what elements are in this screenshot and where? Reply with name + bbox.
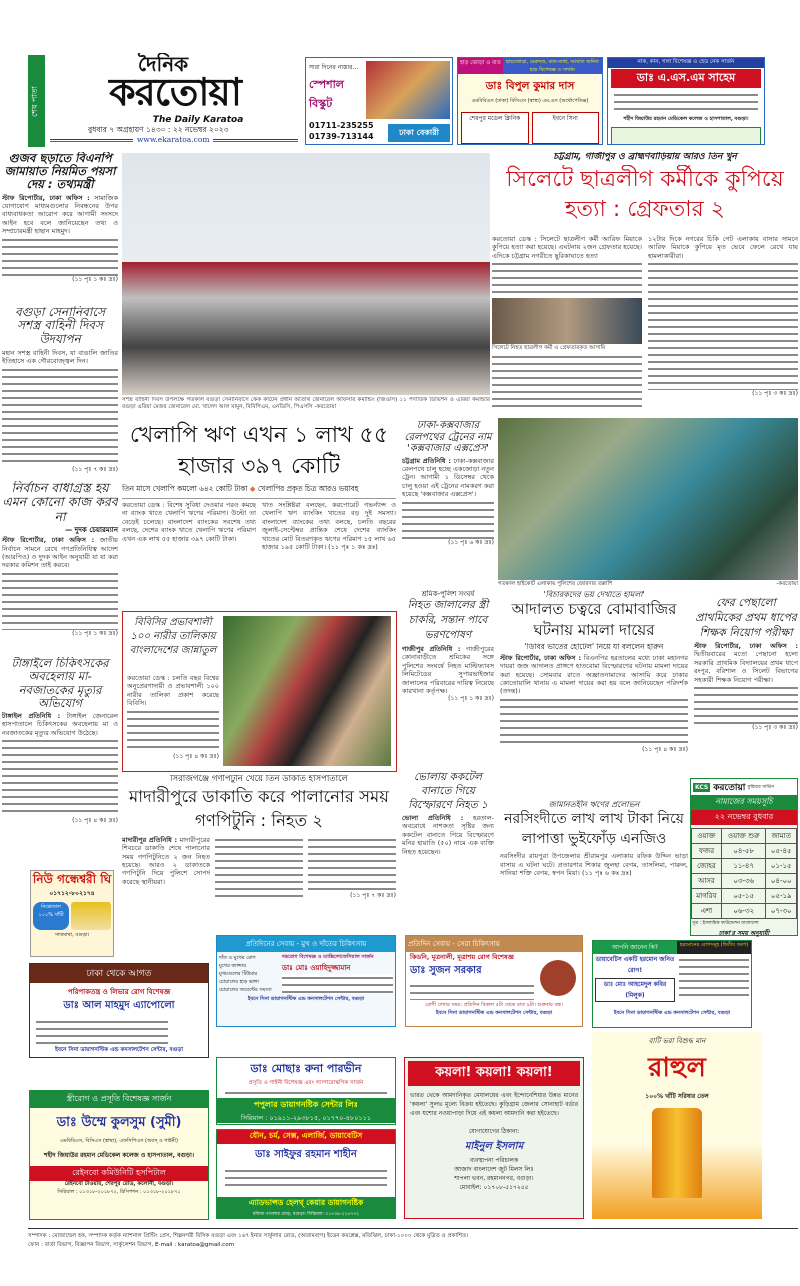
- contact-label: যোগাযোগের ঠিকানা:: [468, 1128, 520, 1135]
- doctor-name: ডাঃ সাইফুর রহমান শাহীন: [255, 1149, 357, 1160]
- address: শাপলা ভবন, রহমাননগর, বগুড়া।: [454, 1175, 534, 1182]
- ghee-jar-image: [71, 902, 111, 930]
- biscuit-ad: [305, 57, 453, 145]
- subheadline: তিন মাসে খেলাপি কমলো ৬৪২ কোটি টাকা ◆ খেলাপির প্রকৃত চিত্র আরও ভয়াবহ: [122, 482, 396, 499]
- website-link[interactable]: www.ekaratoa.com: [133, 135, 213, 144]
- doctor-name: ডাঃ উম্মে কুলসুম (সুমী): [56, 1115, 182, 1130]
- clinic: শেরপুর মডেল ক্লিনিক: [461, 112, 529, 144]
- story-text: (১১ পৃঃ ৭ কঃ দ্রঃ): [308, 836, 396, 902]
- hours: রোগী দেখার সময়: প্রতিদিন বিকাল ৫টা থেকে রাত ৯টা। শুক্রবার বন্ধ।: [425, 1002, 563, 1008]
- kicker: সিরাজগঞ্জে গণপিটুনি খেয়ে তিন ডাকাত হাসপাতালে: [170, 775, 348, 784]
- tagline: বাটি ভরা বিশুদ্ধ মান: [648, 1037, 706, 1045]
- prayer-date: ২২ নভেম্বর বুধবার: [691, 810, 797, 825]
- kidney-icon: [540, 960, 576, 996]
- contact-name: মাইনুল ইসলাম: [464, 1141, 524, 1152]
- table-row: মাগরিব ০৫-১৫ ০৫-১৯: [692, 889, 797, 904]
- list-item: চোয়ালের জয়েন্টের সমস্যা: [219, 987, 272, 993]
- phone: সিরিয়াল : ০১৯১১-২৯৩৮১৫, ০১৭৭০-৪৮০১১১: [217, 1113, 395, 1123]
- police-checkpoint-photo: [498, 418, 798, 580]
- headline: গুজব ছড়াতে বিএনপি জামায়াত নিয়মিত পয়সা দেয় : তথ্যমন্ত্রী: [4, 152, 116, 192]
- runa-parvin-ad: [216, 1057, 396, 1125]
- specialty: হাড়জোড়া, মেরুদণ্ড, বাত-ব্যথা, আঘাত জনিত হাড় বিশেষজ্ঞ ও সার্জন: [503, 58, 602, 74]
- ortho-doctor-ad: [457, 57, 603, 145]
- prayer-note: ঢাকা'র সময় অনুযায়ী: [718, 930, 770, 937]
- shahin-ad: [216, 1129, 396, 1219]
- banner: স্ত্রীরোগ ও প্রসূতি বিশেষজ্ঞ সার্জন: [30, 1091, 208, 1108]
- story-text: মহান সশস্ত্র বাহিনী দিবস, যা বাঙালি জাতির ইতিহাসে এক গৌরবোজ্জ্বল দিন। (১১ পৃঃ ৭ কঃ দ্রঃ): [2, 349, 118, 473]
- imprint-line: সম্পাদক : মোজাম্মেল হক, সম্পাদক কর্তৃক ন্যাশনাল প্রিন্টিং প্রেস, শিল্পনগরী বিসিক বগুড়া এবং ১৬৭ ইনার সার্কুলার রোড, (আরামবাগ) ইডেন কমপ্লেক্স, মতিঝিল, ঢাকা-১০০০ থেকে মুদ্রিত ও প্রকাশিত।: [28, 1233, 469, 1239]
- list-item: দাঁত ও মুখের রোগ: [219, 955, 256, 961]
- oil-bottle-image: [652, 1108, 702, 1198]
- masthead: [28, 55, 300, 147]
- logo-top: দৈনিক: [137, 53, 189, 76]
- center: ইবনে সিনা ডায়াগনস্টিক এন্ড কনসালটেশন সেন্টার, বগুড়া: [435, 1010, 553, 1016]
- story-text: নরসিংদীর রায়পুরা উপজেলার শ্রীরামপুর এলাকায় রফিক উদ্দিন ভাড়া বাসায় এ ঘটনা ঘটে। প্রতারণার শিকার জুলহা বেগম, তাসলিমা, পারুল, সানিয়া শক্তি বেগম, স্বপন মিয়া। (১১ পৃঃ ৬ কঃ দ্রঃ): [500, 852, 688, 877]
- doctor-name: ডাঃ মোঃ ওয়াহিদুজ্জামান: [282, 964, 351, 972]
- prayer-title: নামাজের সময়সূচি: [691, 795, 797, 810]
- specialty: নাক, কান, গলা বিশেষজ্ঞ ও হেড নেক সার্জন: [608, 58, 764, 68]
- cox-bazar-train-story: [402, 420, 494, 585]
- specialty: প্রসূতি ও গাইনী বিশেষজ্ঞ এবং ল্যাপারোস্কপিক সার্জন: [248, 1080, 364, 1086]
- story-text: স্টাফ রিপোর্টার, ঢাকা অফিস : দ্বিতীয়বারের মতো পেছানো হলো সরকারি প্রাথমিক বিদ্যালয়ের প্রথম ধাপে রংপুর, বরিশাল ও সিলেট বিভাগের সহকারী শিক্ষক নিয়োগ পরীক্ষা। (১১ পৃঃ ৩ কঃ দ্রঃ): [694, 642, 798, 732]
- specialty: পরিপাকতন্ত্র ও লিভার রোগ বিশেষজ্ঞ: [67, 988, 171, 996]
- headline: সিলেটে ছাত্রলীগ কর্মীকে কুপিয়ে হত্যা : গ্রেফতার ২: [506, 167, 784, 223]
- story-text: চট্টগ্রাম প্রতিনিধি : ঢাকা-কক্সবাজার রেলপথে চালু হচ্ছে একজোড়া নতুন ট্রেন। আগামী ১ ডিসেম্বর থেকে চালু হওয়া এই ট্রেনের নামকরণ করা হয়েছে 'কক্সবাজার এক্সপ্রেস'। (১১ পৃঃ ৬ কঃ দ্রঃ): [402, 456, 494, 546]
- courier-brand: করতোয়া: [713, 782, 746, 793]
- table-row: ফজর ০৪-৫৮ ০৫-৪৫: [692, 844, 797, 859]
- company: আজাদ বাংলাদেশ জুট মিলস লিঃ: [454, 1166, 534, 1173]
- title: কয়লা! কয়লা! কয়লা!: [408, 1061, 580, 1086]
- photographer-photo: [223, 616, 391, 766]
- lead-photo-armed-forces-day: [122, 153, 490, 395]
- lead-photo-caption: সশস্ত্র বাহিনী দিবস উপলক্ষে গতকাল বগুড়া সেনানিবাসে কেক কাটেন প্রধান অতিথি জেনারেল অফিসার কমান্ডিং (জিওসি) ১১ পদাতিক ডিভিশন ও এরিয়া কমান্ডার বগুড়া এরিয়া মেজর জেনারেল মো. খালেদ আল মামুন, বিবিপিএম, এনডিসি, পিএসসি -করতোয়া: [122, 397, 490, 410]
- story-text: ১২টার দিকে নগরের চিকি গেট এলাকায় বাসার সামনে আরিফ মিয়াকে কুপিয়ে মৃত ভেবে ফেলে রেখে যায় হামলাকারীরা। (১১ পৃঃ ৩ কঃ দ্রঃ): [648, 235, 798, 398]
- headline: নরসিংদীতে লাখ লাখ টাকা নিয়ে লাপাত্তা ভুইফোঁড় এনজিও: [504, 811, 684, 848]
- ad-tag: সারা দিনের নাস্তার...: [309, 64, 359, 71]
- kicker: শ্রমিক-পুলিশ সংঘর্ষ: [421, 590, 475, 598]
- headline: আদালত চত্বরে বোমাবাজির ঘটনায় মামলা দায়ের: [511, 600, 677, 640]
- main-story-bad-loans: [122, 420, 396, 605]
- worker-death-story: [402, 590, 494, 768]
- clinic: ইবনে সিনা: [532, 112, 600, 144]
- bhola-blast-story: [402, 770, 494, 870]
- doctor-name: ডাঃ বিপুল কুমার দাস: [485, 80, 575, 92]
- story-text: করতোয়া ডেস্ক : চলতি বছর বিশ্বের অনুপ্রেরণাদায়ী ও প্রভাবশালী ১০০ নারীর তালিকা প্রকাশ করেছে বিবিসি। (১১ পৃঃ ৪ কঃ দ্রঃ): [127, 674, 219, 760]
- bbc-100-women-box: [122, 611, 397, 772]
- kicker: জামানতহীন ঋণের প্রলোভন: [548, 800, 640, 809]
- list-item: চোয়ালের হাড় ভাঙ্গা: [219, 979, 259, 985]
- kicker: 'বিচারকদের ভয় দেখাতে হামলা': [543, 590, 645, 599]
- table-row: এশা ০৬-৩২ ০৭-৩০: [692, 904, 797, 919]
- prayer-table: ওয়াক্ত ওয়াক্ত শুরু জামাত ফজর ০৪-৫৮ ০৫-৪৫ জোহর ১১-৪৭ ০১-১৫ আসর ০৩-৩৬ ০৪-০০ মাগরিব ০৫-১৫ ০৫-১৯ এশা ০৬-৩২ ০৭-৩০: [691, 828, 797, 919]
- center: ইবনে সিনা ডায়াগনস্টিক এন্ড কনসালটেশন সেন্টার, বগুড়া: [247, 996, 365, 1002]
- logo-english: The Daily Karatoa: [152, 115, 244, 125]
- degree: এমবিবিএস, বিসিএস (স্বাস্থ্য), এফসিপিএস (অবস্ ও গাইনী): [60, 1138, 178, 1144]
- table-row: জোহর ১১-৪৭ ০১-১৫: [692, 859, 797, 874]
- hospital: শহীদ জিয়াউর রহমান মেডিকেল কলেজ ও হাসপাতাল, বগুড়া।: [44, 1152, 194, 1159]
- degree: এমবিবিএস (ঢাকা) বিসিএস (স্বাস্থ্য) এম.এস (অর্থোপেডিক্স): [471, 98, 589, 104]
- product-name: স্পেশাল বিস্কুট: [309, 78, 344, 110]
- services-list: [219, 954, 279, 994]
- table-row: আসর ০৩-৩৬ ০৪-০০: [692, 874, 797, 889]
- story-text: গাজীপুর প্রতিনিধি : গাজীপুরের কোনাবাড়ীতে শ্রমিকের সঙ্গে পুলিশের সংঘর্ষে নিহত মাল্টিফ্যাবস লিমিটেডের সুপারভাইজার জালালের পরিবারের দায়িত্ব নিয়েছে কারখানা কর্তৃপক্ষ। (১১ পৃঃ ১ কঃ দ্রঃ): [402, 645, 494, 703]
- headline: ফের পেছালো প্রাথমিকের প্রথম ধাপের শিক্ষক নিয়োগ পরীক্ষা: [695, 596, 797, 639]
- description: ভারত থেকে আমদানিকৃত মেঘালয়ের এবং ইন্দোনেশিয়ার উন্নত মানের 'কয়লা' সুলভ মূল্যে বিক্রয় হইতেছে। কুড়িগ্রাম জেলার সোনাহাট বর্ডার এবং যশোর নওয়াপাড়া দিয়ে এই কয়লা আমদানি করা হইতেছে।: [410, 1092, 578, 1117]
- dental-ad: [216, 935, 396, 1027]
- doctor-name: ডাঃ আল মাহমুদ এ্যাপোলো: [63, 1000, 175, 1011]
- list-item: মুখমণ্ডলের টিউমার: [219, 971, 258, 977]
- subheadline: 'ডিবির ভাতের হোটেল' নিয়ে যা বললেন হারুন: [524, 643, 664, 652]
- headline: বিবিসির প্রভাবশালী ১০০ নারীর তালিকায় বাংলাদেশের জান্নাতুল: [129, 617, 217, 656]
- primary-exam-story: [694, 595, 798, 775]
- imprint-footer: [28, 1228, 798, 1250]
- hormone-ad: [592, 940, 752, 1028]
- headline: টাঙ্গাইলে চিকিৎসকের অবহেলায় মা-নবজাতকের মৃত্যুর অভিযোগ: [11, 657, 109, 710]
- list-item: মুখের ক্যান্সার: [219, 963, 246, 969]
- product-image: [366, 61, 450, 119]
- role: ব্যবস্থাপনা পরিচালক: [469, 1157, 519, 1164]
- kidney-doctor-ad: [405, 935, 583, 1027]
- banner: যৌন, চর্ম, সেক্স, এলার্জি, ডায়াবেটিস: [217, 1130, 395, 1144]
- hospital-banner: রেইনবো কমিউনিটি হসপিটাল: [30, 1166, 208, 1181]
- ghee-ad: [30, 870, 114, 957]
- phones: [309, 120, 374, 142]
- center: ইবনে সিনা ডায়াগনস্টিক এন্ড কনসালটেশন সেন্টার, বগুড়া: [55, 1047, 183, 1053]
- doctor-name: ডাঃ মোছাঃ রুনা পারভীন: [250, 1062, 362, 1075]
- phone-2: 01739-713144: [309, 132, 374, 141]
- prayer-times-box: [690, 778, 798, 936]
- madaripur-dacoit-story: [122, 775, 396, 925]
- ad-tag: হাড় জোড়া ও বাত: [458, 58, 503, 74]
- story-text: স্টাফ রিপোর্টার, ঢাকা অফিস : জাতীয় নির্বাচন সামনে রেখে গণপ্রতিনিধিত্ব আদেশ (আরপিও) ও দুদক আইন অনুযায়ী যা যা করা দরকার কমিশন তাই করবে। (১১ পৃঃ ১ কঃ দ্রঃ): [2, 536, 118, 637]
- banner: প্রতিদিন সেবায় - সেরা চিকিৎসায়: [406, 936, 582, 952]
- headline: বগুড়া সেনানিবাসে সশস্ত্র বাহিনী দিবস উদযাপন: [14, 305, 106, 347]
- courier-logo-icon: KCS: [695, 783, 709, 791]
- left-text: ডায়াবেটিস একটি হরমোন জনিত রোগ!: [595, 956, 675, 974]
- banner: ঢাকা থেকে আগত: [30, 964, 208, 983]
- story-text: খাত সংশ্লিষ্টরা বলছেন, করপোরেট গভর্ন্যান্স ও খেলাপি ঋণ ব্যাংকিং খাতের বড় দুই সমস্যা। বাংলাদেশ ব্যাংকের তথ্য বলছে, চলতি বছরের জুলাই-সেপ্টেম্বর প্রান্তিক শেষে দেশের ব্যাংকিং খাতের মোট বিতরণকৃত ঋণের পরিমাণ ১৫ লাখ ৬৫ হাজার ১৯৫ কোটি টাকা। (১১ পৃঃ ১ কঃ দ্রঃ): [262, 501, 396, 552]
- story-text: স্টাফ রিপোর্টার, ঢাকা অফিস : সামাজিক যোগাযোগ মাধ্যমগুলোর নিবন্ধনের উপর বাধ্যবাধকতা আরোপ করে আগামী সংসদে আইন হবে বলে জানিয়েছেন তথ্য ও সম্প্রচারমন্ত্রী হাছান মাহমুদ। (১১ পৃঃ ১ কঃ দ্রঃ): [2, 193, 118, 283]
- left-title: আপনি জানেন কি?: [593, 941, 677, 954]
- story-text: টাঙ্গাইল প্রতিনিধি : টাঙ্গাইল জেনারেল হাসপাতালে চিকিৎসকের অবহেলায় মা ও নবজাতকের মৃত্যুর অভিযোগ উঠেছে। (১১ পৃঃ ৪ কঃ দ্রঃ): [2, 712, 118, 825]
- date-line: বুধবার ৭ অগ্রহায়ণ ১৪৩০ : ২২ নভেম্বর ২০২৩: [88, 125, 229, 134]
- logo: করতোয়া: [109, 71, 241, 114]
- brand: ঢাকা বেকারী: [388, 124, 450, 142]
- specialty: কিডনি, মূত্রনালী, মূত্রাশয় রোগ বিশেষজ্ঞ: [410, 953, 514, 961]
- photo-caption: সিলেটে নিহত ছাত্রলীগ কর্মী ও গ্রেফতারকৃত আসামি: [492, 345, 606, 352]
- address: রেইনবো টাওয়ার, শেরপুর রোড, কলোনী, বগুড়া।: [64, 1181, 174, 1187]
- victim-photo: [492, 298, 642, 344]
- story-text: করতোয়া ডেস্ক : সিলেটে ছাত্রলীগ কর্মী আরিফ মিয়াকে কুপিয়ে হত্যা করা হয়েছে। এঘটনায় ২জন গ্রেফতার হয়েছে। এদিকে চট্টগ্রাম নগরীতে ছুরিকাঘাতে হত্যা সিলেটে নিহত ছাত্রলীগ কর্মী ও গ্রেফতারকৃত আসামি: [492, 235, 642, 411]
- story-text: করতোয়া ডেস্ক : বিশেষ সুবিধা দেওয়ার পরও কমছে না ব্যাংক খাতে খেলাপি ঋণের পরিমাণ। উল্টো তা বেড়েই চলেছে। বাংলাদেশ ব্যাংকের সবশেষ তথ্য বলছে, দেশের ব্যাংক খাতে খেলাপি ঋণের পরিমাণ এখন এক লাখ ৫৫ হাজার ৩৯৭ কোটি টাকা।: [122, 501, 256, 543]
- doctor-name: ডাঃ মোঃ আহমেদুল কবির (মিলুক): [595, 978, 675, 1002]
- coal-ad: [404, 1057, 584, 1219]
- kicker: চট্টগ্রাম, গাজীপুর ও ব্রাহ্মণবাড়িয়ায় আরও তিন খুন: [553, 152, 737, 162]
- headline: ঢাকা-কক্সবাজার রেলপথের ট্রেনের নাম 'কক্সবাজার এক্সপ্রেস': [404, 420, 492, 454]
- center: ইবনে সিনা ডায়াগনস্টিক এন্ড কনসালটেশন সেন্টার, বগুড়া: [613, 1010, 731, 1016]
- headline: নির্বাচন বাধাগ্রস্ত হয় এমন কোনো কাজ করব না: [2, 481, 118, 524]
- phone-1: 01711-235255: [309, 121, 374, 130]
- gynae-ad: [29, 1090, 209, 1220]
- headline: ভোলায় ককটেল বানাতে গিয়ে বিস্ফোরণে নিহত ১: [408, 771, 488, 811]
- headline: খেলাপি ঋণ এখন ১ লাখ ৫৫ হাজার ৩৯৭ কোটি: [129, 423, 389, 479]
- phone: সিরিয়াল : ০১৩১৮-২০১৮৭২, রিসিপশন : ০১৩১৮-২০১৮৭১: [57, 1189, 181, 1195]
- headline: মাদারীপুরে ডাকাতি করে পালানোর সময় গণপিটুনি : নিহত ২: [129, 786, 389, 830]
- brand: রাহুল: [648, 1053, 706, 1083]
- address: সাতমাথা, বগুড়া।: [54, 932, 90, 938]
- gastro-doctor-ad: [29, 963, 209, 1058]
- doctor-name: ডাঃ এ.এস.এম সাহেম: [611, 69, 761, 88]
- phone: মফিজ পাগলার মোড়, বগুড়া। সিরিয়াল: ০১৭৩৯-২২৫৭৭২: [217, 1211, 395, 1218]
- hospital: শহীদ জিয়াউর রহমান মেডিকেল কলেজ ও হাসপাতাল, বগুড়া।: [623, 116, 749, 122]
- contact-line: ফোন : বার্তা বিভাগ, বিজ্ঞাপন বিভাগ, সার্কুলেশন বিভাগ, E-mail : karatoa@gmail.com: [28, 1242, 235, 1248]
- ent-doctor-ad: [607, 57, 765, 145]
- banner: প্রতিদিনের সেবায় - মুখ ও দাঁতের চিকিৎসায়: [217, 936, 395, 952]
- narsingdi-ngo-story: [500, 800, 688, 928]
- story-text: মাদারীপুর প্রতিনিধি : মাদারীপুরের শিবচরে ডাকাতি শেষে পালানোর সময় গণপিটুনিতে ২ জন নিহত হয়েছে। আরও ২ ডাকাতকে গণপিটুনি দিয়ে পুলিশে সোপর্দ করেছে স্থানীয়রা।: [122, 835, 210, 886]
- center: পপুলার ডায়াগনষ্টিক সেন্টার লিঃ: [217, 1098, 395, 1113]
- product-sub: ১০০% খাঁটি সরিষার তেল: [645, 1093, 709, 1100]
- specialty: দন্তরোগ বিশেষজ্ঞ ও ম্যাক্সিলোফেসিয়াল সার্জন: [282, 954, 374, 960]
- right-title: হরমোনের রোগসমূহ (দ্বিতীয় অংশ): [677, 941, 751, 954]
- story-text: স্টাফ রিপোর্টার, ঢাকা অফিস : বিএনপির হরতালের মধ্যে ঢাকা মহানগর দায়রা জজ আদালত প্রাঙ্গণে হাতবোমা বিস্ফোরণের ঘটনায় মামলা দায়ের করা হয়েছে। সোমবার রাতে অজ্ঞাতনামাদের আসামি করে ঢাকার কোতোয়ালি থানায় এ মামলা দায়ের করা হয় বলে জানিয়েছেন পরিদর্শক (তদন্ত)। (১১ পৃঃ ৪ কঃ দ্রঃ): [500, 653, 688, 753]
- mustard-oil-ad: [592, 1032, 762, 1219]
- diamond-bullet-icon: ◆: [249, 484, 256, 493]
- brand: নিউ গন্ধেশ্বরী ঘি: [32, 872, 112, 886]
- photo-caption: গতকাল হাইকোর্ট এলাকায় পুলিশের জোরদার তল্লাশি -করতোয়া: [498, 581, 798, 587]
- center: এ্যাডভান্সড হেলথ্ কেয়ার ডায়াগনষ্টিক: [217, 1197, 395, 1211]
- attribution: — দুদক চেয়ারম্যান: [65, 526, 118, 535]
- phone: মোবাইল: ০১৭০৮-৫১৭২৫৫: [459, 1184, 529, 1191]
- purity-badge: নির্ভেজাল ১০০% খাঁটি: [33, 902, 69, 930]
- headline: নিহত জালালের স্ত্রী চাকরি, সন্তান পাবে ভরণপোষণ: [407, 599, 489, 642]
- sylhet-story: [492, 152, 798, 414]
- court-bomb-story: [500, 590, 688, 798]
- doctor-name: ডাঃ সুজন সরকার: [410, 965, 482, 976]
- story-text: [215, 836, 303, 902]
- courier-brand-sub: কুরিয়ার সার্ভিস: [747, 784, 775, 790]
- section-tab: শেষ পাতা: [28, 55, 45, 147]
- prayer-source: সূত্র : ইসলামিক ফাউন্ডেশন বাংলাদেশ: [692, 921, 759, 926]
- phone: ০১৭১২-৮০২১৭৪: [49, 890, 95, 897]
- story-text: ভোলা প্রতিনিধি : হরতাল-অবরোধে নাশকতা সৃষ্টির জন্য ককটেল বানাতে গিয়ে বিস্ফোরণে মনির হায়াতি (৫০) নামে এক ব্যক্তি নিহত হয়েছেন।: [402, 814, 494, 856]
- left-column: [2, 152, 118, 867]
